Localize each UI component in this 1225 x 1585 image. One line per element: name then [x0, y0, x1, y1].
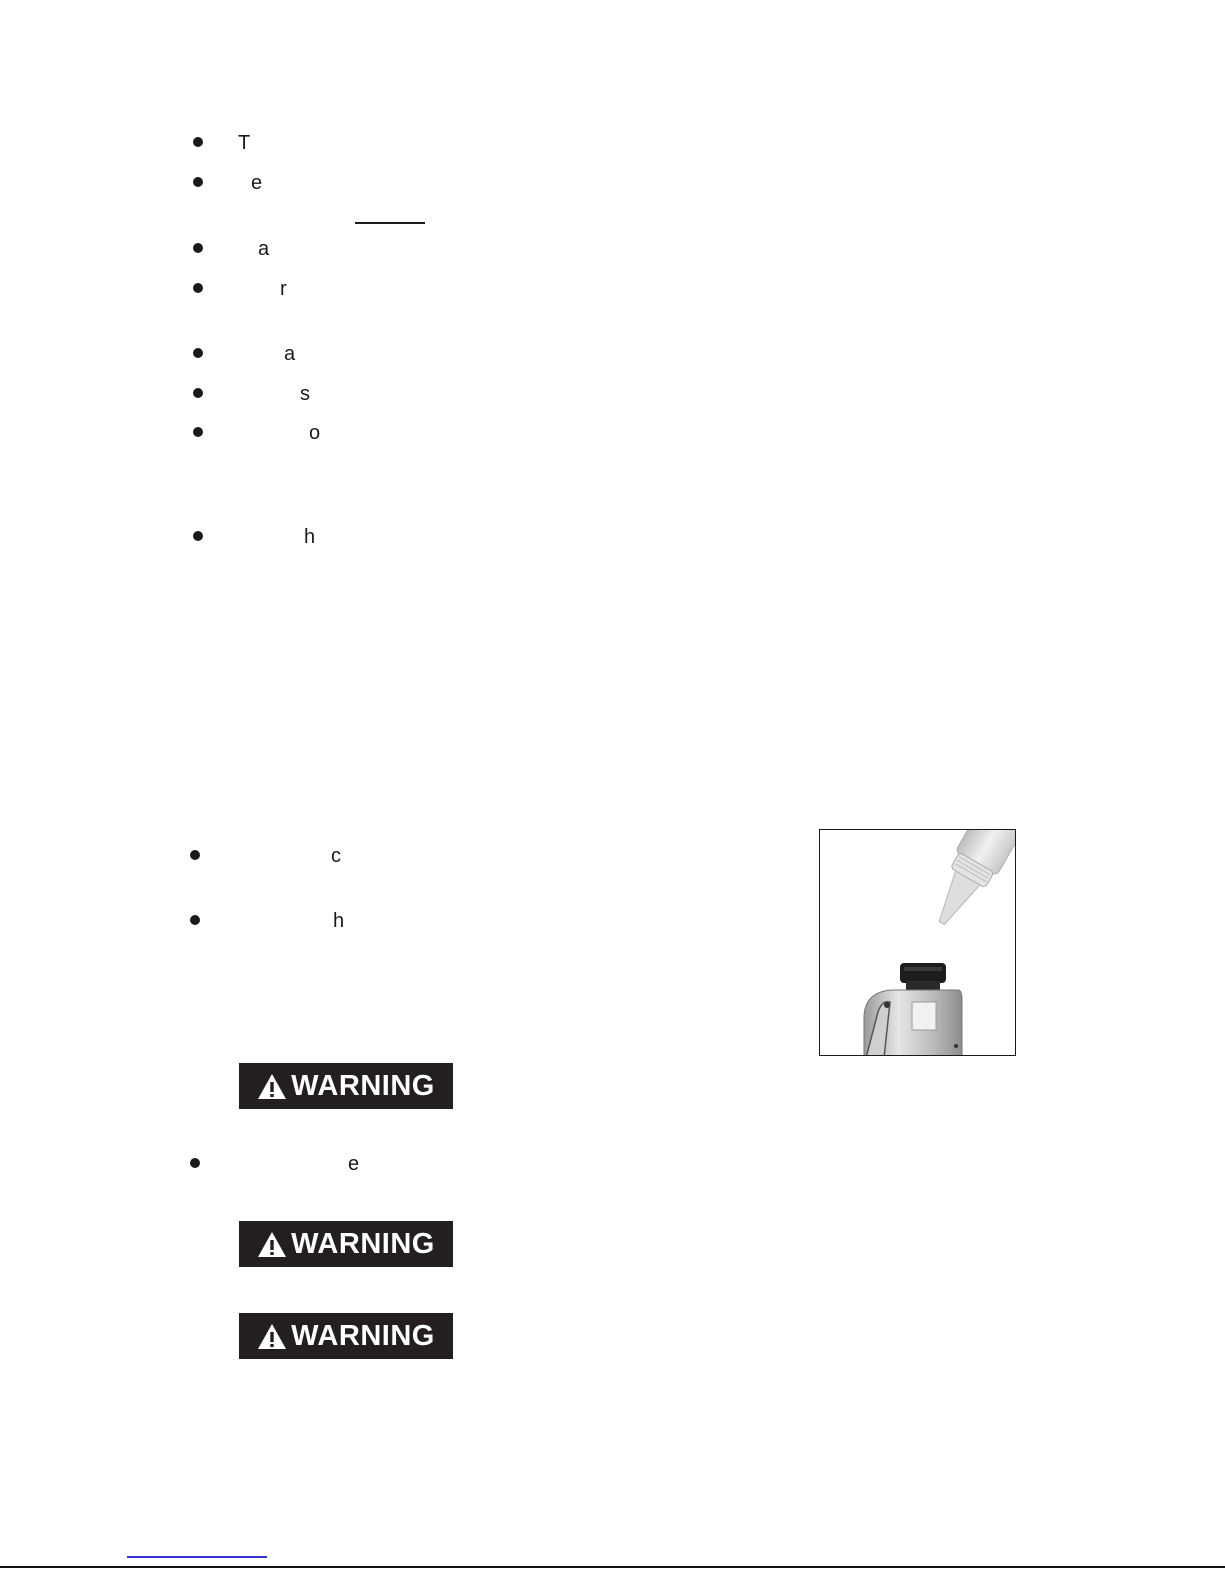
list-item-text: T: [238, 132, 251, 154]
list-item-text: c: [331, 845, 341, 867]
bullet-icon: [190, 850, 200, 860]
warning-label: WARNING: [291, 1069, 435, 1102]
warning-badge: [239, 1313, 453, 1359]
product-photo: [819, 829, 1016, 1056]
underlined-link[interactable]: [355, 222, 425, 224]
footer-rule: [0, 1566, 1225, 1568]
footer-link-underline[interactable]: [127, 1556, 267, 1558]
list-item-text: s: [300, 383, 310, 405]
list-item-text: a: [284, 343, 296, 365]
warning-triangle-icon: [257, 1323, 287, 1350]
bullet-icon: [193, 388, 203, 398]
list-item-text: o: [309, 422, 321, 444]
list-item-text: e: [348, 1153, 360, 1175]
list-item-text: a: [258, 238, 270, 260]
list-item-text: e: [251, 172, 263, 194]
list-item-text: r: [280, 278, 287, 300]
bullet-icon: [193, 531, 203, 541]
bullet-icon: [193, 427, 203, 437]
bullet-icon: [190, 1158, 200, 1168]
warning-badge: [239, 1063, 453, 1109]
bullet-icon: [193, 137, 203, 147]
bullet-icon: [193, 283, 203, 293]
oiling-tool-image: [820, 830, 1015, 1055]
list-item-text: h: [304, 526, 316, 548]
warning-label: WARNING: [291, 1227, 435, 1260]
warning-triangle-icon: [257, 1073, 287, 1100]
bullet-icon: [193, 177, 203, 187]
list-item-text: h: [333, 910, 345, 932]
warning-badge: [239, 1221, 453, 1267]
bullet-icon: [193, 243, 203, 253]
warning-triangle-icon: [257, 1231, 287, 1258]
warning-label: WARNING: [291, 1319, 435, 1352]
bullet-icon: [193, 348, 203, 358]
bullet-icon: [190, 915, 200, 925]
